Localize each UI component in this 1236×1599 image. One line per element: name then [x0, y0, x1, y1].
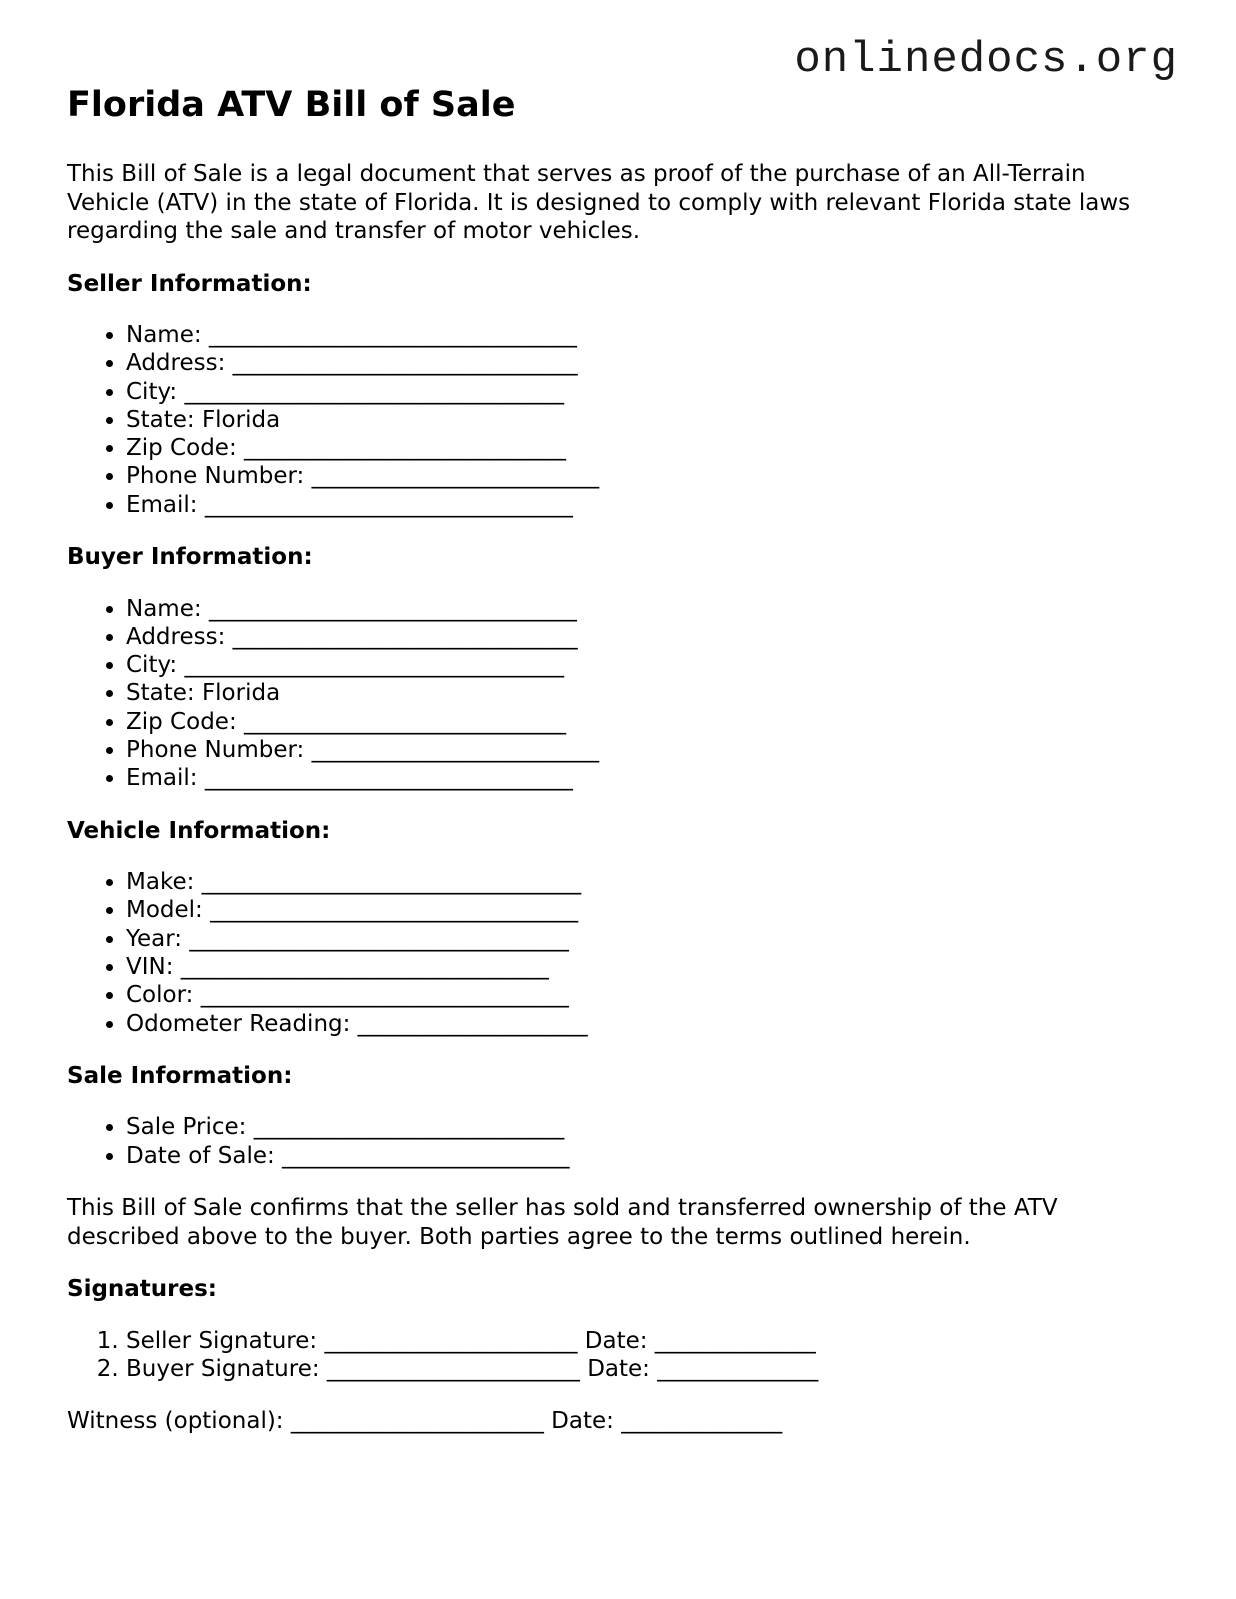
document-page	[67, 84, 1167, 1460]
signature-list	[67, 1327, 1167, 1384]
buyer-address-field: • Address: ______________________________	[126, 623, 1167, 651]
watermark-logo: onlinedocs.org	[794, 35, 1178, 85]
sale-heading: Sale Information:	[67, 1062, 293, 1089]
sale-date-field: • Date of Sale: _________________________	[126, 1142, 1167, 1170]
buyer-signature-line: 2. Buyer Signature: ______________________ Date: ______________	[126, 1355, 1167, 1383]
seller-email-field: • Email: ________________________________	[126, 491, 1167, 519]
seller-heading: Seller Information:	[67, 270, 312, 297]
vehicle-heading: Vehicle Information:	[67, 817, 331, 844]
signatures-heading: Signatures:	[67, 1276, 218, 1303]
buyer-email-field: • Email: ________________________________	[126, 764, 1167, 792]
vehicle-vin-field: • VIN: ________________________________	[126, 953, 1167, 981]
seller-name-field: • Name: ________________________________	[126, 321, 1167, 349]
seller-state-field: • State: Florida	[126, 406, 1167, 434]
buyer-state-field: • State: Florida	[126, 679, 1167, 707]
vehicle-make-field: • Make: _________________________________	[126, 868, 1167, 896]
sale-price-field: • Sale Price: ___________________________	[126, 1113, 1167, 1141]
witness-signature-line: Witness (optional): ______________________ Date: ______________	[67, 1408, 783, 1435]
buyer-phone-field: • Phone Number: _________________________	[126, 736, 1167, 764]
document-title: Florida ATV Bill of Sale	[67, 85, 516, 125]
seller-zip-field: • Zip Code: ____________________________	[126, 434, 1167, 462]
buyer-heading: Buyer Information:	[67, 544, 313, 571]
seller-field-list	[67, 321, 1167, 519]
seller-city-field: • City: _________________________________	[126, 378, 1167, 406]
vehicle-odometer-field: • Odometer Reading: ____________________	[126, 1010, 1167, 1038]
confirmation-paragraph: This Bill of Sale confirms that the seller has sold and transferred ownership of the ATV described above to the buyer. Both parties agree to the terms outlined herein.	[67, 1195, 1058, 1250]
vehicle-year-field: • Year: _________________________________	[126, 925, 1167, 953]
seller-signature-line: 1. Seller Signature: ______________________ Date: ______________	[126, 1327, 1167, 1355]
intro-paragraph: This Bill of Sale is a legal document that serves as proof of the purchase of an All-Terrain Vehicle (ATV) in the state of Florida. It is designed to comply with relevant Florida state laws regarding the sale and transfer of motor vehicles.	[67, 161, 1131, 244]
buyer-zip-field: • Zip Code: ____________________________	[126, 708, 1167, 736]
buyer-field-list	[67, 595, 1167, 793]
buyer-name-field: • Name: ________________________________	[126, 595, 1167, 623]
buyer-city-field: • City: _________________________________	[126, 651, 1167, 679]
vehicle-field-list	[67, 868, 1167, 1038]
vehicle-color-field: • Color: ________________________________	[126, 981, 1167, 1009]
seller-phone-field: • Phone Number: _________________________	[126, 462, 1167, 490]
vehicle-model-field: • Model: ________________________________	[126, 896, 1167, 924]
seller-address-field: • Address: ______________________________	[126, 349, 1167, 377]
sale-field-list	[67, 1113, 1167, 1170]
